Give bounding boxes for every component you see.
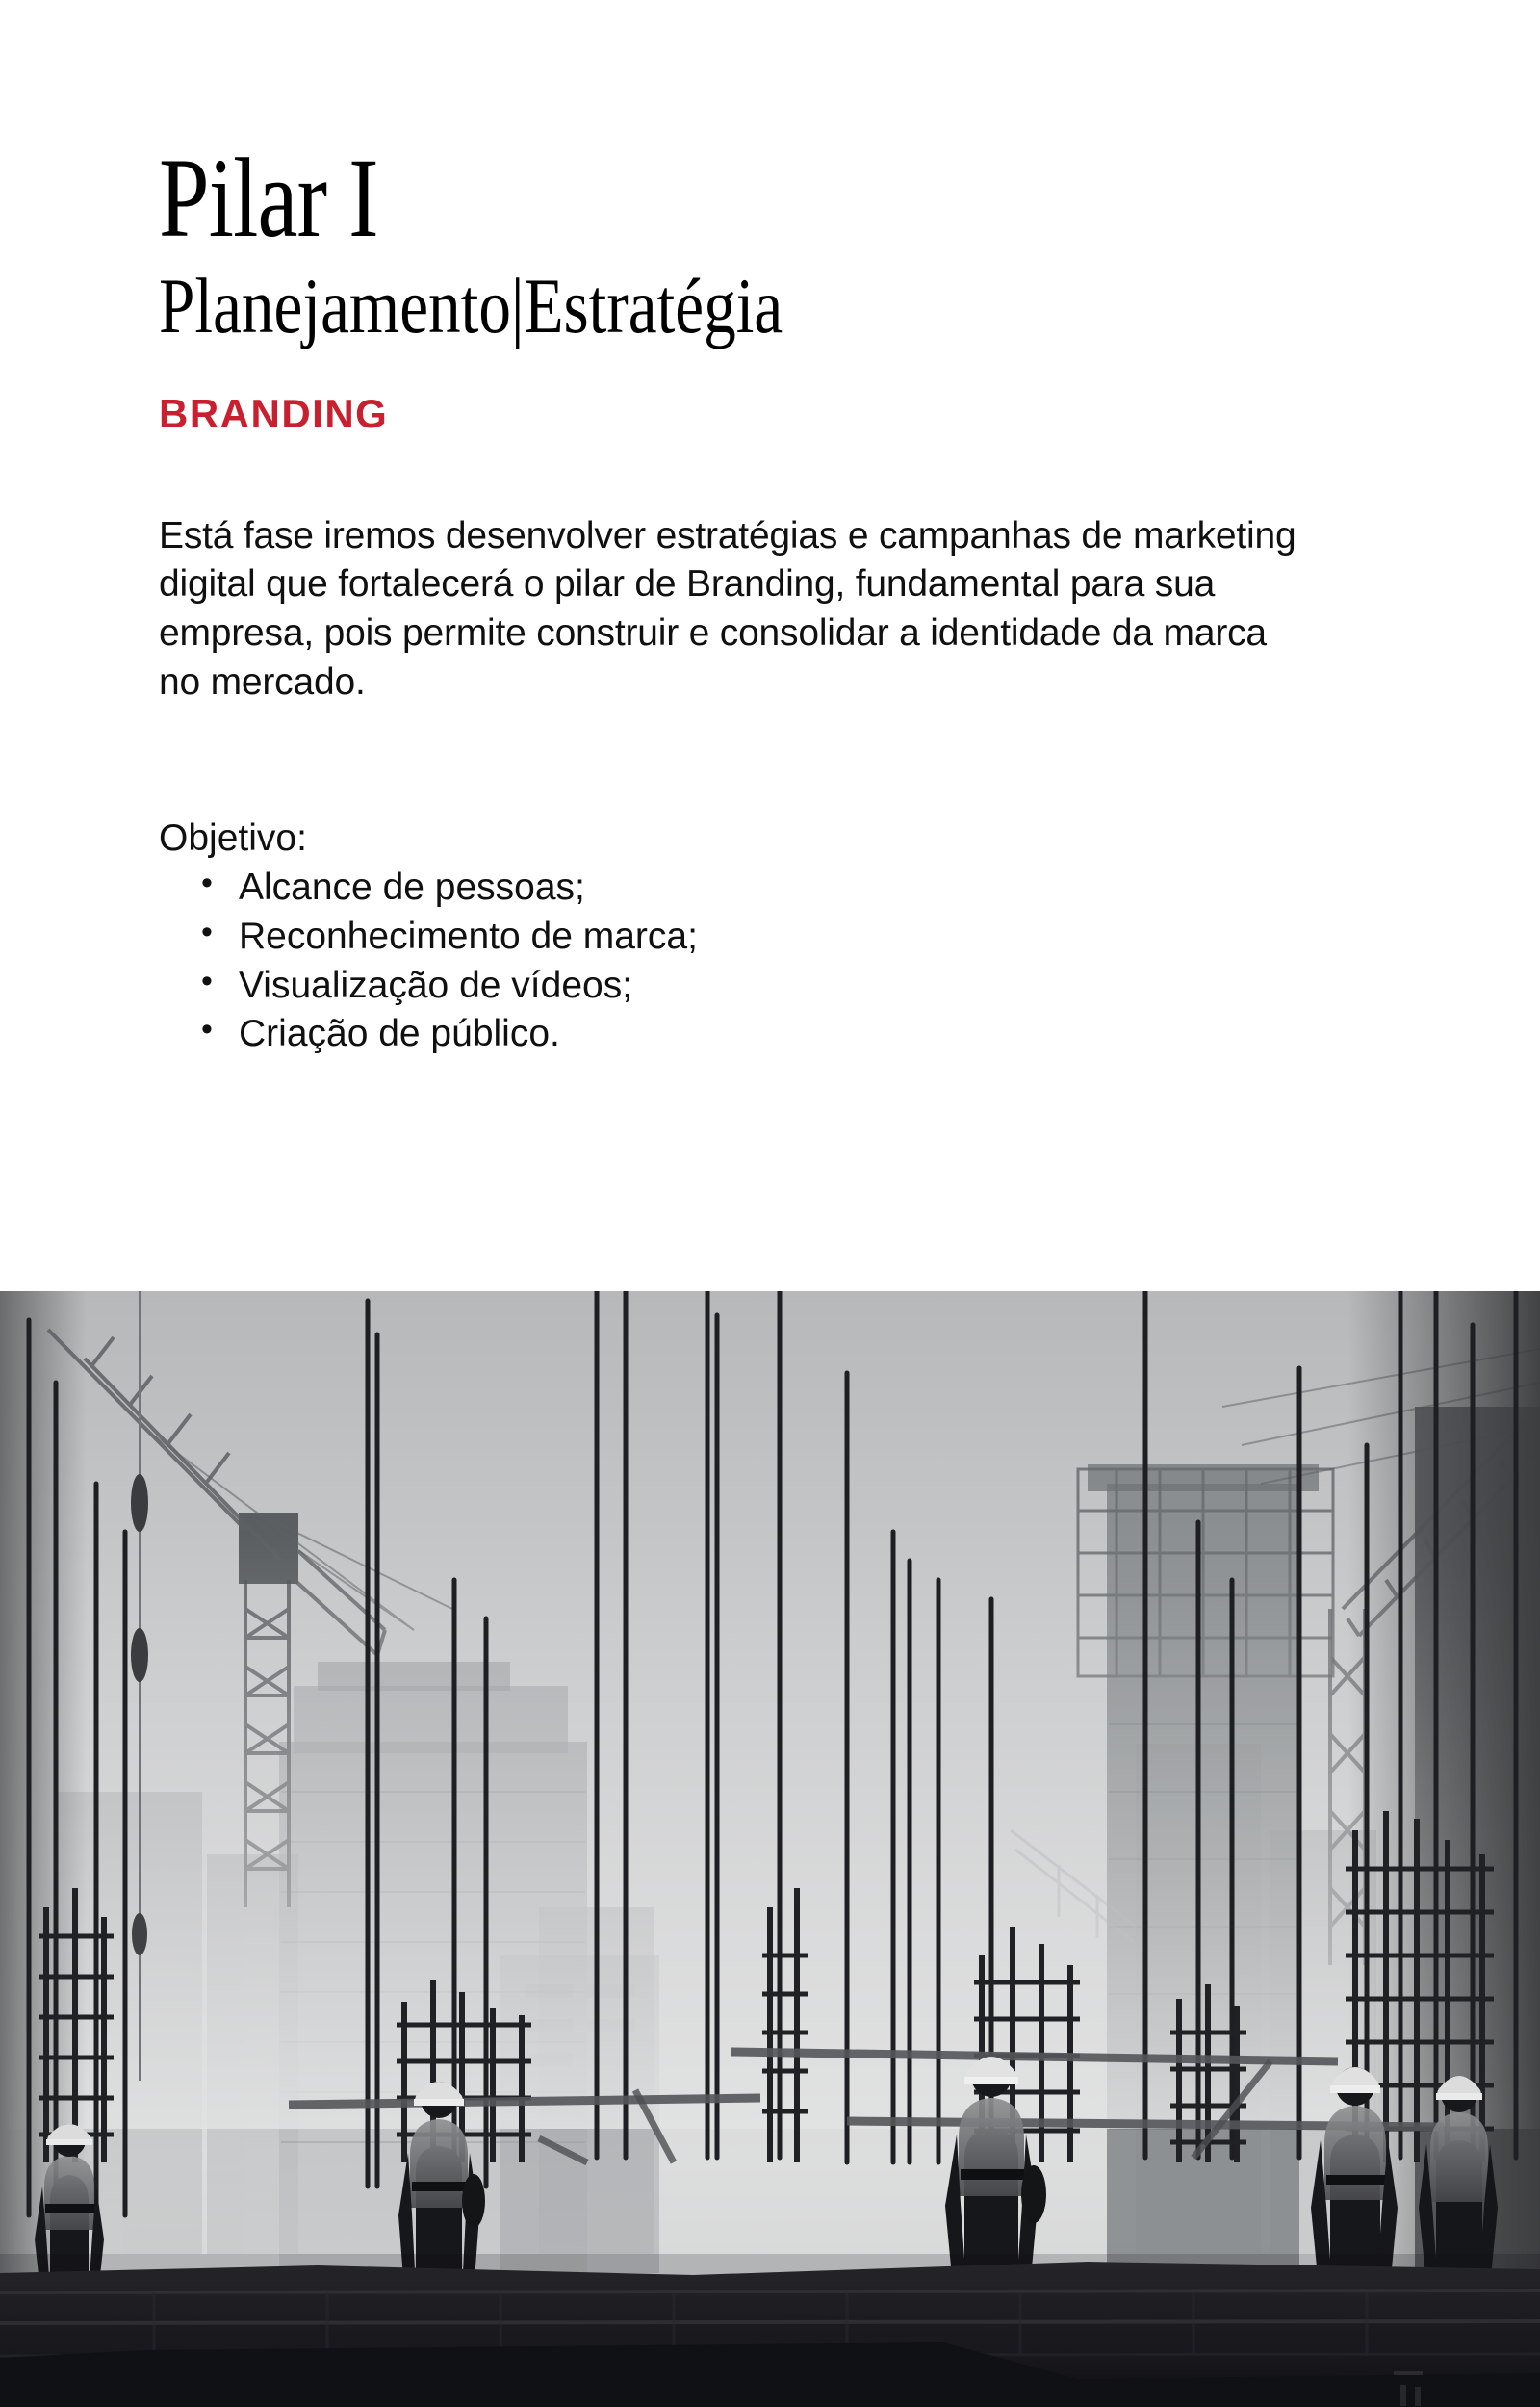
list-item: • Alcance de pessoas; [195, 864, 1540, 913]
list-item: • Criação de público. [195, 1010, 1540, 1059]
objectives-list [159, 864, 1540, 1059]
bottom-shadow [0, 2254, 1540, 2407]
page-subtitle: Planejamento|Estratégia [159, 262, 783, 350]
page-title: Pilar I [159, 135, 378, 261]
section-kicker-branding: BRANDING [159, 390, 389, 436]
body-paragraph: Está fase iremos desenvolver estratégias e campanhas de marketing digital que fortalecerá o pilar de Branding, fundamental para sua empresa, pois permite construir e consolidar a identidade da marca no mercado. [159, 514, 1296, 703]
objectives-label: Objetivo: [159, 817, 307, 860]
construction-site-photo [0, 1291, 1540, 2407]
list-item: • Visualização de vídeos; [195, 962, 1540, 1011]
construction-site-illustration [0, 1291, 1540, 2407]
list-item: • Reconhecimento de marca; [195, 913, 1540, 962]
